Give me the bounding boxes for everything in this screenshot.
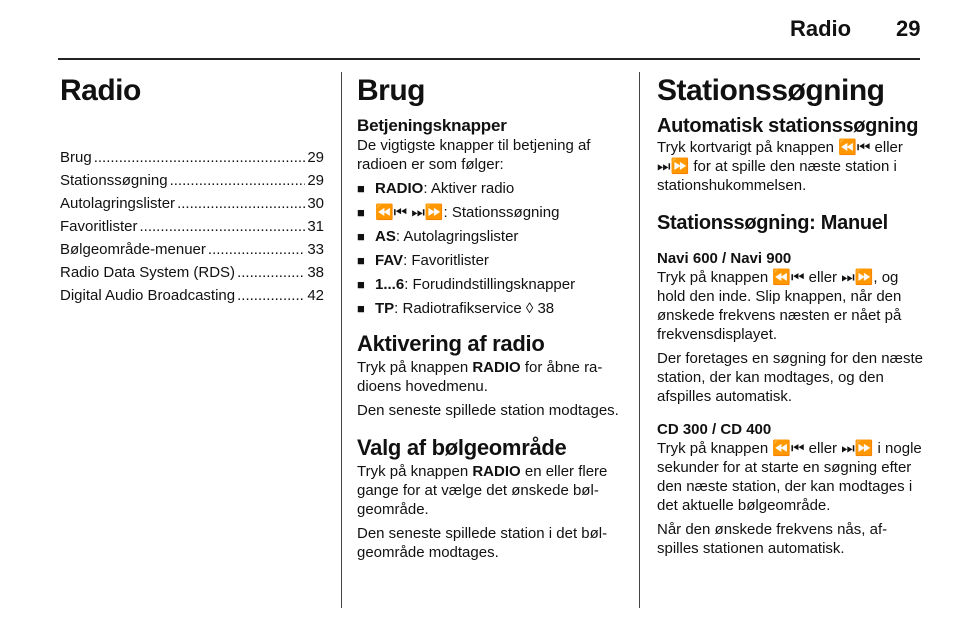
controls-intro: De vigtigste knapper til betjening af radioen er som følger:: [357, 137, 591, 173]
toc-leader-dots: [94, 146, 306, 169]
list-item: [357, 227, 623, 246]
toc-entry[interactable]: [60, 169, 324, 192]
toc-entry-page: 42: [307, 287, 324, 304]
band-heading: Valg af bølgeområde: [357, 435, 567, 460]
list-item: [357, 203, 623, 222]
key-label: TP: [375, 300, 395, 317]
item-text: : Favoritlister: [403, 252, 489, 269]
toc-entry-page: 31: [307, 218, 324, 235]
chapter-title: Radio: [60, 74, 141, 107]
controls-heading: Betjeningsknapper: [357, 116, 507, 135]
bullet-square-icon: [357, 227, 375, 246]
toc-entry-title: Stationssøgning: [60, 172, 168, 189]
header-divider: [58, 58, 920, 60]
toc-leader-dots: [237, 284, 305, 307]
page-number: 29: [896, 16, 921, 41]
controls-list: [357, 179, 623, 318]
page-header-title: Radio: [790, 16, 852, 41]
column-divider: [341, 72, 342, 608]
toc-entry-page: 30: [307, 195, 324, 212]
station-search-column: [657, 74, 923, 558]
item-text: : Autolagringslister: [395, 228, 519, 245]
navi-paragraph: Tryk på knappen ⏪⏮ eller ⏭⏩, og hold den inde. Slip knappen, når den ønskede frekvens næsten er nået på frekvensdisplayet.: [657, 269, 902, 343]
toc-entry-title: Radio Data System (RDS): [60, 264, 236, 281]
toc-leader-dots: [208, 238, 305, 261]
bullet-square-icon: [357, 203, 375, 222]
list-item: [357, 299, 623, 318]
list-item: [357, 179, 623, 198]
activation-note: Den seneste spillede station modtages.: [357, 402, 619, 419]
item-text: ⏪⏮ ⏭⏩: Stationssøgning: [375, 204, 560, 221]
toc-entry-title: Favoritlister: [60, 218, 138, 235]
toc-entry[interactable]: [60, 261, 324, 284]
activation-heading: Aktivering af radio: [357, 331, 545, 356]
key-label: RADIO: [472, 359, 521, 376]
column-divider: [639, 72, 640, 608]
bullet-square-icon: [357, 251, 375, 270]
usage-column: [357, 74, 623, 562]
auto-search-heading: Automatisk stationssøgning: [657, 115, 919, 137]
item-text: : Radiotrafikservice ◊ 38: [394, 300, 555, 317]
manual-search-heading: Stationssøgning: Manuel: [657, 212, 888, 234]
toc-entry-title: Digital Audio Broadcasting: [60, 287, 236, 304]
bullet-square-icon: [357, 179, 375, 198]
cd-note: Når den ønskede frekvens nås, afspilles stationen automatisk.: [657, 521, 888, 557]
section-title-brug: Brug: [357, 74, 425, 107]
toc-entry[interactable]: [60, 192, 324, 215]
navi-label: Navi 600 / Navi 900: [657, 250, 792, 267]
toc-entry[interactable]: [60, 284, 324, 307]
toc-leader-dots: [170, 169, 306, 192]
text-run: for åbne radioens hovedmenu.: [357, 359, 603, 395]
toc-entry-page: 33: [307, 241, 324, 258]
cd-label: CD 300 / CD 400: [657, 421, 772, 438]
toc-entry-page: 29: [307, 149, 324, 166]
key-label: AS: [375, 228, 396, 245]
band-paragraph: [357, 462, 623, 519]
item-text: : Aktiver radio: [423, 180, 515, 197]
toc-entry[interactable]: [60, 215, 324, 238]
toc-entry-title: Autolagringslister: [60, 195, 176, 212]
toc-leader-dots: [140, 215, 306, 238]
item-text: : Forudindstillingsknapper: [404, 276, 576, 293]
cd-paragraph: Tryk på knappen ⏪⏮ eller ⏭⏩ i nogle sekunder for at starte en søgning efter den næste station, der kan modtages i det aktuelle bølgeområde.: [657, 440, 922, 514]
toc-entry[interactable]: [60, 238, 324, 261]
toc-entry-title: Brug: [60, 149, 92, 166]
band-note: Den seneste spillede station i det bølgeområde modtages.: [357, 525, 608, 561]
activation-paragraph: [357, 358, 623, 396]
text-run: Tryk på knappen: [357, 359, 473, 376]
table-of-contents: [60, 146, 324, 307]
toc-leader-dots: [177, 192, 305, 215]
section-title-stationssogning: Stationssøgning: [657, 74, 885, 107]
key-label: 1...6: [375, 276, 405, 293]
toc-leader-dots: [237, 261, 305, 284]
list-item: [357, 275, 623, 294]
toc-entry[interactable]: [60, 146, 324, 169]
navi-note: Der foretages en søgning for den næste station, der kan modtages, og den afspilles automatisk.: [657, 350, 923, 405]
toc-entry-page: 29: [307, 172, 324, 189]
key-label: FAV: [375, 252, 404, 269]
bullet-square-icon: [357, 299, 375, 318]
list-item: [357, 251, 623, 270]
toc-entry-page: 38: [307, 264, 324, 281]
key-label: RADIO: [472, 463, 521, 480]
text-run: Tryk på knappen: [357, 463, 473, 480]
toc-entry-title: Bølgeområde-menuer: [60, 241, 206, 258]
auto-search-text: Tryk kortvarigt på knappen ⏪⏮ eller ⏭⏩ for at spille den næste station i stationshukommelsen.: [657, 139, 903, 194]
text-run: en eller flere gange for at vælge det ønskede bølgeområde.: [357, 463, 608, 518]
bullet-square-icon: [357, 275, 375, 294]
toc-column: [60, 74, 324, 307]
key-label: RADIO: [375, 180, 424, 197]
